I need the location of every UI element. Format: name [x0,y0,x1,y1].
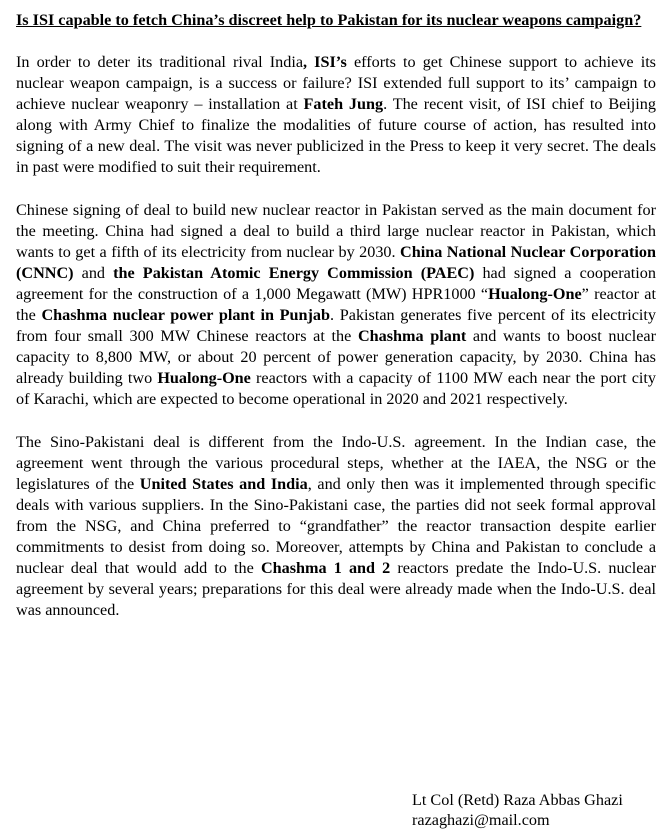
bold-run: , ISI’s [303,53,347,71]
paragraph-2 [16,200,656,411]
bold-run: Chashma nuclear power plant in Punjab [41,306,331,325]
document-body [16,10,656,642]
bold-run: Hualong-One [488,284,582,303]
text-run: had signed a cooperation agreement for the construction of a 1,000 Megawatt (MW) HPR1000 “ [16,263,656,303]
text-run: reactors predate the Indo-U.S. nuclear agreement by several years; preparations for this deal were already made when the Indo-U.S. deal was announced. [16,559,656,620]
author-name: Lt Col (Retd) Raza Abbas Ghazi [412,791,623,809]
bold-run: Chashma 1 and 2 [260,559,391,578]
author-email: razaghazi@mail.com [412,811,550,829]
bold-run: United States and India [139,474,308,493]
text-run: The Sino-Pakistani deal is different from the Indo-U.S. agreement. In the Indian case, the agreement went through the various procedural steps, whether at the IAEA, the NSG or the legislatures of the [16,432,656,493]
text-run: , and only then was it implemented through specific deals with various suppliers. In the Sino-Pakistani case, the parties did not seek formal approval from the NSG, and China preferred to “grandfather” the reactor transaction despite earlier commitments to desist from doing so. Moreover, attempts by China and Pakistan to conclude a nuclear deal that would add to the [16,474,656,578]
bold-run: Fateh Jung [303,95,384,114]
document-title: Is ISI capable to fetch China’s discreet help to Pakistan for its nuclear weapons campaign? [16,11,642,29]
paragraph-1 [16,52,656,179]
bold-run: China National Nuclear Corporation (CNNC) [16,242,656,282]
text-run: efforts to get Chinese support to achieve its nuclear weapon campaign, is a success or failure? ISI extended full support to its’ campaign to achieve nuclear weaponry – installation at [16,53,656,114]
text-run: ” reactor at the [16,284,656,325]
bold-run: the Pakistan Atomic Energy Commission (PAEC) [113,263,475,282]
text-run: reactors with a capacity of 1100 MW each near the port city of Karachi, which are expected to become operational in 2020 and 2021 respectively. [16,369,656,409]
text-run: and wants to boost nuclear capacity to 8,800 MW, or about 20 percent of power generation capacity, by 2030. China has already building two [16,327,656,388]
bold-run: Chashma plant [357,327,467,346]
text-run: . Pakistan generates five percent of its electricity from four small 300 MW Chinese reactors at the [16,306,657,346]
signature-block [412,790,623,830]
text-run: In order to deter its traditional rival India [16,53,304,71]
text-run: . The recent visit, of ISI chief to Beijing along with Army Chief to finalize the modalities of future course of action, has resulted into signing of a new deal. The visit was never publicized in the Press to keep it very secret. The deals in past were modified to suit their requirement. [16,95,656,177]
paragraph-3 [16,432,656,622]
bold-run: Hualong-One [157,369,251,388]
text-run: Chinese signing of deal to build new nuclear reactor in Pakistan served as the main document for the meeting. China had signed a deal to build a third large nuclear reactor in Pakistan, which wants to get a fifth of its electricity from nuclear by 2030. [16,200,656,261]
text-run: and [73,263,114,282]
